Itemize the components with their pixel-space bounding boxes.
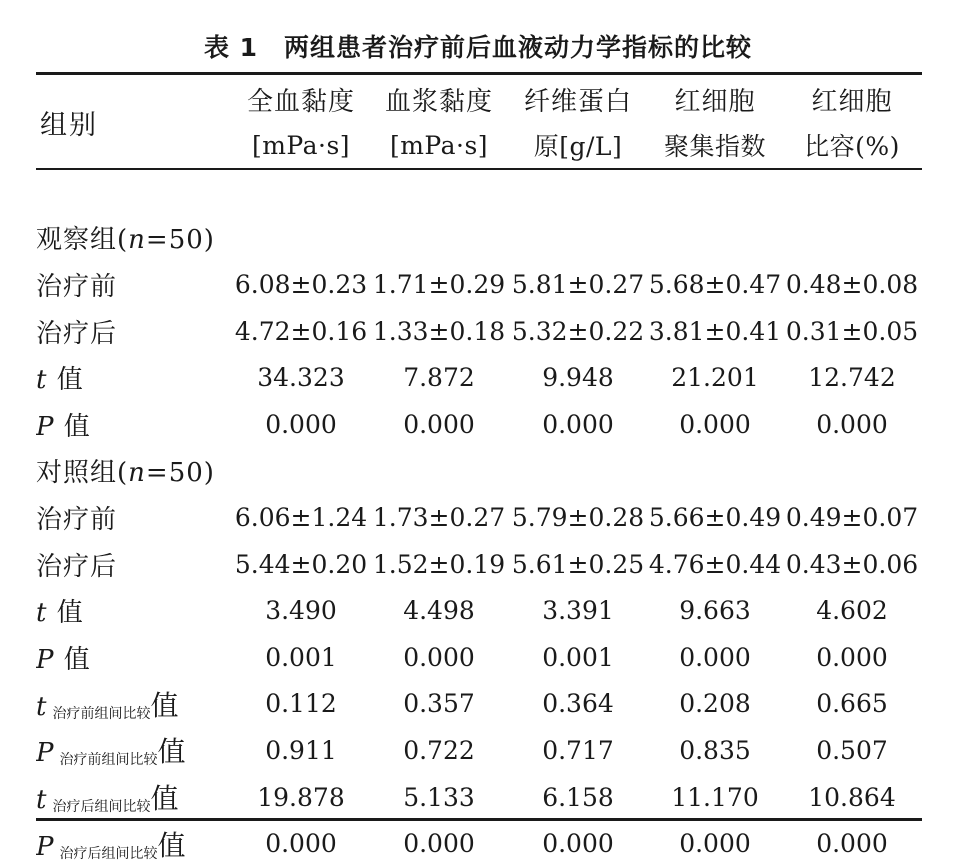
top-rule bbox=[36, 72, 922, 75]
group-column-header: 组别 bbox=[40, 109, 98, 141]
table-cell: 4.602 bbox=[816, 596, 888, 626]
table-cell: 0.000 bbox=[265, 409, 337, 439]
table-cell: 0.357 bbox=[403, 689, 475, 719]
table-cell: 0.000 bbox=[679, 409, 751, 439]
table-cell: 0.208 bbox=[679, 689, 751, 719]
table-cell: 5.61±0.25 bbox=[511, 549, 645, 579]
table-cell: 5.68±0.47 bbox=[648, 269, 782, 299]
table-cell: 0.000 bbox=[679, 829, 751, 859]
row-label: P 值 bbox=[36, 644, 91, 675]
table-cell: 0.717 bbox=[542, 735, 614, 765]
table-cell: 21.201 bbox=[671, 363, 759, 393]
col-header-hematocrit: 红细胞 bbox=[811, 86, 893, 117]
col-unit-fibrinogen: 原[g/L] bbox=[533, 132, 623, 161]
row-label: P 值 bbox=[36, 411, 91, 442]
table-cell: 6.06±1.24 bbox=[234, 502, 368, 532]
table-cell: 0.112 bbox=[265, 689, 337, 719]
table-cell: 0.49±0.07 bbox=[785, 502, 919, 532]
table-cell: 11.170 bbox=[671, 782, 759, 812]
table-cell: 5.79±0.28 bbox=[511, 502, 645, 532]
table-caption bbox=[0, 28, 956, 68]
table-cell: 5.133 bbox=[403, 782, 475, 812]
table-row bbox=[36, 308, 922, 355]
table-row bbox=[36, 587, 922, 634]
col-header-fibrinogen: 纤维蛋白 bbox=[523, 86, 632, 117]
table-number: 表 1 bbox=[203, 33, 259, 62]
table-cell: 6.08±0.23 bbox=[234, 269, 368, 299]
table-row bbox=[36, 354, 922, 401]
table-cell: 5.81±0.27 bbox=[511, 269, 645, 299]
table-cell: 0.000 bbox=[403, 409, 475, 439]
table-row bbox=[36, 727, 922, 774]
table-cell: 0.31±0.05 bbox=[785, 316, 919, 346]
table-cell: 0.000 bbox=[542, 409, 614, 439]
data-table bbox=[36, 76, 922, 867]
row-label: P 治疗后组间比较值 bbox=[36, 828, 186, 862]
table-cell: 4.498 bbox=[403, 596, 475, 626]
table-cell: 0.364 bbox=[542, 689, 614, 719]
table-cell: 0.000 bbox=[679, 642, 751, 672]
control-group-row bbox=[36, 448, 922, 495]
table-cell: 0.000 bbox=[403, 642, 475, 672]
table-cell: 0.507 bbox=[816, 735, 888, 765]
row-label: 治疗前 bbox=[36, 504, 118, 535]
table-row bbox=[36, 681, 922, 728]
table-cell: 3.391 bbox=[542, 596, 614, 626]
col-unit-hematocrit: 比容(%) bbox=[804, 132, 900, 161]
table-cell: 9.948 bbox=[542, 363, 614, 393]
observation-group-row bbox=[36, 215, 922, 262]
table-cell: 5.44±0.20 bbox=[234, 549, 368, 579]
table-cell: 0.48±0.08 bbox=[785, 269, 919, 299]
table-cell: 0.000 bbox=[403, 829, 475, 859]
header-row-1 bbox=[36, 76, 922, 122]
table-cell: 0.000 bbox=[816, 409, 888, 439]
table-cell: 0.001 bbox=[265, 642, 337, 672]
table-cell: 3.81±0.41 bbox=[648, 316, 782, 346]
table-cell: 7.872 bbox=[403, 363, 475, 393]
table-cell: 4.76±0.44 bbox=[648, 549, 782, 579]
col-unit-plasma-viscosity: [mPa·s] bbox=[389, 130, 489, 160]
table-cell: 0.835 bbox=[679, 735, 751, 765]
table-cell: 0.000 bbox=[265, 829, 337, 859]
col-header-whole-blood-viscosity: 全血黏度 bbox=[246, 86, 355, 117]
table-row bbox=[36, 541, 922, 588]
table-cell: 9.663 bbox=[679, 596, 751, 626]
table-cell: 5.32±0.22 bbox=[511, 316, 645, 346]
table-cell: 1.71±0.29 bbox=[372, 269, 506, 299]
table-row bbox=[36, 261, 922, 308]
table-cell: 0.43±0.06 bbox=[785, 549, 919, 579]
table-cell: 0.000 bbox=[542, 829, 614, 859]
col-header-rbc-aggregation: 红细胞 bbox=[674, 86, 756, 117]
col-unit-rbc-aggregation: 聚集指数 bbox=[663, 132, 766, 161]
table-row bbox=[36, 494, 922, 541]
table-cell: 6.158 bbox=[542, 782, 614, 812]
row-label: 治疗后 bbox=[36, 551, 118, 582]
table-cell: 19.878 bbox=[257, 782, 345, 812]
table-cell: 0.665 bbox=[816, 689, 888, 719]
row-label: P 治疗前组间比较值 bbox=[36, 735, 186, 769]
table-cell: 3.490 bbox=[265, 596, 337, 626]
table-cell: 5.66±0.49 bbox=[648, 502, 782, 532]
table-row bbox=[36, 774, 922, 821]
row-label: t 治疗前组间比较值 bbox=[36, 688, 179, 722]
table-title: 两组患者治疗前后血液动力学指标的比较 bbox=[284, 33, 753, 62]
observation-group-label: 观察组(n=50) bbox=[36, 225, 215, 256]
table-row bbox=[36, 820, 922, 867]
row-label: t 值 bbox=[36, 365, 84, 396]
table-cell: 1.73±0.27 bbox=[372, 502, 506, 532]
table-cell: 0.722 bbox=[403, 735, 475, 765]
row-label: 治疗后 bbox=[36, 318, 118, 349]
table-cell: 1.33±0.18 bbox=[372, 316, 506, 346]
table-cell: 10.864 bbox=[808, 782, 896, 812]
row-label: 治疗前 bbox=[36, 271, 118, 302]
table-cell: 4.72±0.16 bbox=[234, 316, 368, 346]
table-cell: 1.52±0.19 bbox=[372, 549, 506, 579]
row-label: t 值 bbox=[36, 598, 84, 629]
table-row bbox=[36, 634, 922, 681]
table-cell: 0.001 bbox=[542, 642, 614, 672]
table-cell: 12.742 bbox=[808, 363, 896, 393]
control-group-label: 对照组(n=50) bbox=[36, 458, 215, 489]
table-cell: 0.911 bbox=[265, 735, 337, 765]
table-cell: 0.000 bbox=[816, 829, 888, 859]
col-unit-whole-blood-viscosity: [mPa·s] bbox=[251, 130, 351, 160]
col-header-plasma-viscosity: 血浆黏度 bbox=[384, 86, 493, 117]
row-label: t 治疗后组间比较值 bbox=[36, 782, 179, 816]
table-cell: 34.323 bbox=[257, 363, 345, 393]
table-row bbox=[36, 401, 922, 448]
table-cell: 0.000 bbox=[816, 642, 888, 672]
